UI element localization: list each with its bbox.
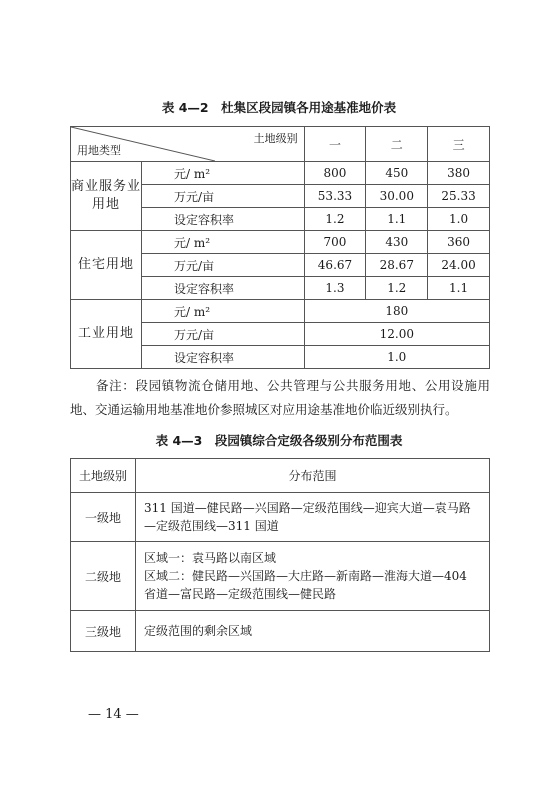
- price-cell: 380: [428, 162, 490, 185]
- price-cell: 12.00: [304, 323, 489, 346]
- page-number: — 14 —: [88, 707, 139, 722]
- unit-cell: 万元/亩: [142, 323, 305, 346]
- price-cell: 430: [366, 231, 428, 254]
- unit-cell: 元/ m²: [142, 300, 305, 323]
- category-label: 商业服务业用地: [71, 179, 142, 212]
- unit-cell: 万元/亩: [142, 185, 305, 208]
- price-cell: 24.00: [428, 254, 490, 277]
- land-use-type-label: 用地类型: [77, 144, 121, 157]
- range-cell: 311 国道—健民路—兴国路—定级范围线—迎宾大道—袁马路—定级范围线—311 国道: [136, 493, 490, 542]
- price-cell: 450: [366, 162, 428, 185]
- table-row: [71, 162, 490, 185]
- ratio-cell: 1.0: [304, 346, 489, 369]
- range-area-1: 区域一：袁马路以南区域: [144, 551, 277, 565]
- unit-cell: 设定容积率: [142, 208, 305, 231]
- price-cell: 53.33: [304, 185, 366, 208]
- level-1-header: 一: [304, 127, 366, 162]
- price-cell: 800: [304, 162, 366, 185]
- table-header-row: [71, 127, 490, 162]
- price-cell: 360: [428, 231, 490, 254]
- range-area-2: 区域二：健民路—兴国路—大庄路—新南路—淮海大道—404 省道—富民路—定级范围线—健民路: [144, 569, 467, 601]
- level-cell: 一级地: [71, 493, 136, 542]
- ratio-cell: 1.0: [428, 208, 490, 231]
- land-level-label: 土地级别: [253, 132, 298, 145]
- level-2-header: 二: [366, 127, 428, 162]
- unit-cell: 万元/亩: [142, 254, 305, 277]
- level-distribution-table: [70, 458, 490, 652]
- level-cell: 二级地: [71, 542, 136, 611]
- level-cell: 三级地: [71, 611, 136, 652]
- ratio-cell: 1.3: [304, 277, 366, 300]
- price-cell: 46.67: [304, 254, 366, 277]
- price-cell: 30.00: [366, 185, 428, 208]
- table-note: 备注：段园镇物流仓储用地、公共管理与公共服务用地、公用设施用地、交通运输用地基准地价参照城区对应用途基准地价临近级别执行。: [70, 378, 490, 417]
- table-row: [71, 493, 490, 542]
- ratio-cell: 1.1: [366, 208, 428, 231]
- table-header-row: [71, 459, 490, 493]
- price-cell: 700: [304, 231, 366, 254]
- unit-cell: 设定容积率: [142, 277, 305, 300]
- category-residential: 住宅用地: [71, 231, 142, 300]
- table-row: [71, 300, 490, 323]
- range-cell: 定级范围的剩余区域: [136, 611, 490, 652]
- base-land-price-table: [70, 126, 490, 369]
- table-4-2-caption: 表 4—2 杜集区段园镇各用途基准地价表: [161, 100, 397, 115]
- ratio-cell: 1.1: [428, 277, 490, 300]
- diagonal-header-cell: [71, 127, 305, 162]
- price-cell: 28.67: [366, 254, 428, 277]
- unit-cell: 元/ m²: [142, 231, 305, 254]
- table-row: [71, 542, 490, 611]
- table-4-3-caption: 表 4—3 段园镇综合定级各级别分布范围表: [155, 433, 403, 448]
- price-cell: 180: [304, 300, 489, 323]
- level-3-header: 三: [428, 127, 490, 162]
- table-row: [71, 231, 490, 254]
- table-row: [71, 611, 490, 652]
- ratio-cell: 1.2: [366, 277, 428, 300]
- unit-cell: 元/ m²: [142, 162, 305, 185]
- category-commercial: [71, 162, 142, 231]
- range-cell: [136, 542, 490, 611]
- price-cell: 25.33: [428, 185, 490, 208]
- unit-cell: 设定容积率: [142, 346, 305, 369]
- ratio-cell: 1.2: [304, 208, 366, 231]
- distribution-range-header: 分布范围: [136, 459, 490, 493]
- land-level-header: 土地级别: [71, 459, 136, 493]
- category-industrial: 工业用地: [71, 300, 142, 369]
